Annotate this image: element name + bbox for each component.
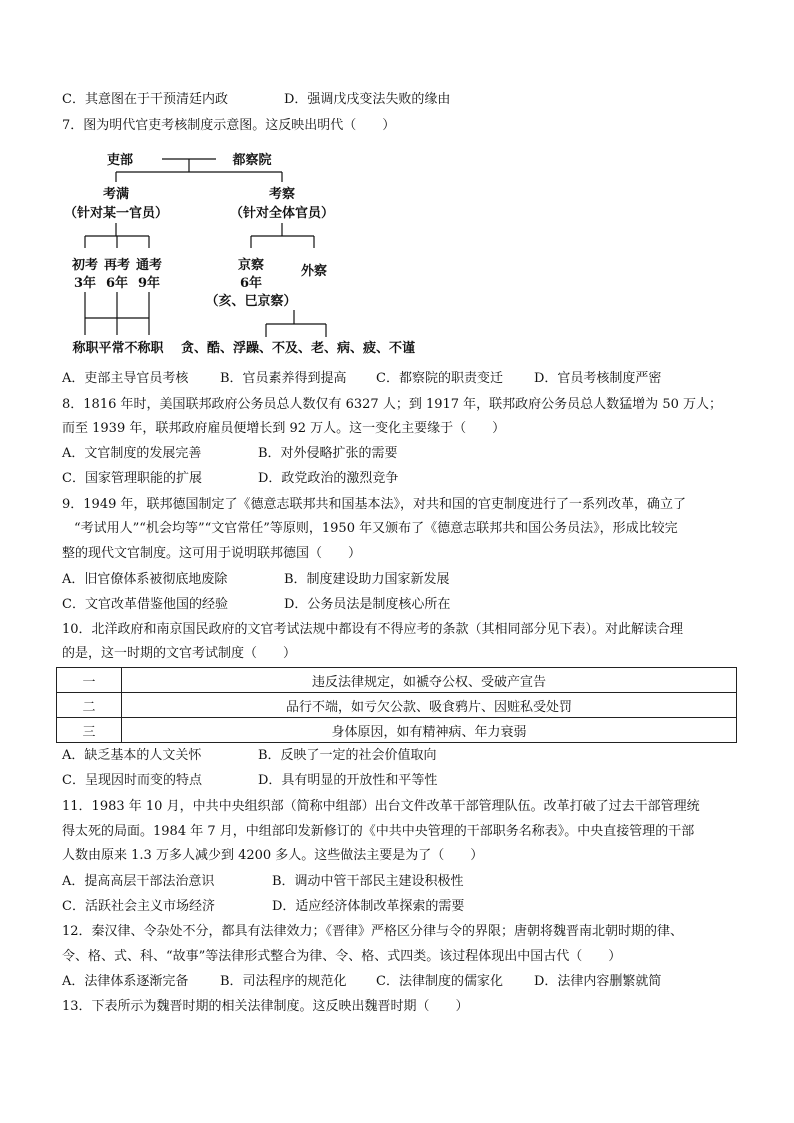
q9-option-a: A．旧官僚体系被彻底地废除 — [62, 572, 228, 587]
q12-stem-line-2: 令、格、式、科、“故事”等法律形式整合为律、令、格、式四类。该过程体现出中国古代（ ） — [62, 949, 622, 964]
q7-option-b: B．官员素养得到提高 — [220, 371, 347, 386]
diagram-tongkao-years: 9年 — [137, 276, 161, 291]
q9-option-c: C．文官改革借鉴他国的经验 — [62, 597, 228, 612]
ming-assessment-diagram — [56, 142, 416, 364]
q12-option-c: C．法律制度的儒家化 — [376, 974, 503, 989]
diagram-libu: 吏部 — [106, 153, 134, 168]
q11-stem-line-3: 人数由原来 1.3 万多人减少到 4200 多人。这些做法主要是为了（ ） — [62, 848, 484, 863]
q12-stem-line-1: 12．秦汉律、令杂处不分，都具有法律效力；《晋律》严格区分律与令的界限；唐朝将魏晋南北朝时期的律、 — [62, 924, 684, 939]
q10-option-a: A．缺乏基本的人文关怀 — [62, 748, 202, 763]
diagram-tongkao: 通考 — [135, 258, 163, 273]
diagram-jingcha: 京察 — [237, 258, 265, 273]
table-row — [57, 718, 737, 743]
table-row — [57, 668, 737, 693]
q9-option-d: D．公务员法是制度核心所在 — [284, 597, 451, 612]
q12-option-b: B．司法程序的规范化 — [220, 974, 347, 989]
q13-stem: 13．下表所示为魏晋时期的相关法律制度。这反映出魏晋时期（ ） — [62, 999, 469, 1014]
q8-stem-line-2: 而至 1939 年，联邦政府雇员便增长到 92 万人。这一变化主要缘于（ ） — [62, 421, 506, 436]
q7-option-a: A．吏部主导官员考核 — [62, 371, 189, 386]
q6-option-c: C．其意图在于干预清廷内政 — [62, 92, 228, 107]
diagram-jingcha-years: 6年 — [239, 276, 263, 291]
q10-stem-line-1: 10．北洋政府和南京国民政府的文官考试法规中都设有不得应考的条款（其相同部分见下表）。对此解读合理 — [62, 622, 684, 637]
q12-option-a: A．法律体系逐渐完备 — [62, 974, 189, 989]
table-cell-value: 违反法律规定，如褫夺公权、受破产宣告 — [122, 668, 737, 693]
q6-option-d: D．强调戊戌变法失败的缘由 — [284, 92, 451, 107]
table-row — [57, 693, 737, 718]
diagram-kaoman-note: （针对某一官员） — [63, 206, 169, 221]
table-cell-value: 身体原因，如有精神病、年力衰弱 — [122, 718, 737, 743]
q7-option-d: D．官员考核制度严密 — [534, 371, 662, 386]
q10-option-c: C．呈现因时而变的特点 — [62, 773, 202, 788]
q10-option-b: B．反映了一定的社会价值取向 — [258, 748, 437, 763]
q11-option-d: D．适应经济体制改革探索的需要 — [272, 899, 465, 914]
q10-table — [56, 667, 737, 743]
diagram-kaocha: 考察 — [268, 187, 296, 202]
q10-stem-line-2: 的是，这一时期的文官考试制度（ ） — [62, 646, 297, 661]
table-cell-key: 三 — [57, 718, 122, 743]
q11-stem-line-1: 11．1983 年 10 月，中共中央组织部（简称中组部）出台文件改革干部管理队伍。改革打破了过去干部管理统 — [62, 799, 700, 814]
diagram-chukao: 初考 — [71, 258, 99, 273]
diagram-duchayuan: 都察院 — [232, 153, 272, 168]
diagram-result-right: 贪、酷、浮躁、不及、老、病、疲、不谨 — [180, 341, 416, 356]
q11-option-c: C．活跃社会主义市场经济 — [62, 899, 215, 914]
q8-option-c: C．国家管理职能的扩展 — [62, 471, 202, 486]
q9-stem-line-1: 9．1949 年，联邦德国制定了《德意志联邦共和国基本法》，对共和国的官吏制度进行了一系列改革，确立了 — [62, 497, 686, 512]
q10-option-d: D．具有明显的开放性和平等性 — [258, 773, 438, 788]
q9-stem-line-2: “考试用人”“机会均等”“文官常任”等原则，1950 年又颁布了《德意志联邦共和国公务员法》，形成比较完 — [74, 521, 678, 536]
q8-option-a: A．文官制度的发展完善 — [62, 446, 202, 461]
diagram-zaikao-years: 6年 — [105, 276, 129, 291]
q9-option-b: B．制度建设助力国家新发展 — [284, 572, 450, 587]
table-cell-key: 一 — [57, 668, 122, 693]
q7-stem: 7．图为明代官吏考核制度示意图。这反映出明代（ ） — [62, 118, 396, 133]
q11-option-a: A．提高高层干部法治意识 — [62, 874, 215, 889]
diagram-chukao-years: 3年 — [73, 276, 97, 291]
q7-option-c: C．都察院的职责变迁 — [376, 371, 503, 386]
diagram-jingcha-note: （亥、巳京察） — [205, 294, 297, 309]
diagram-waicha: 外察 — [300, 264, 328, 279]
table-cell-key: 二 — [57, 693, 122, 718]
q12-option-d: D．法律内容删繁就简 — [534, 974, 662, 989]
q11-option-b: B．调动中管干部民主建设积极性 — [272, 874, 464, 889]
q8-option-d: D．政党政治的激烈竞争 — [258, 471, 399, 486]
q9-stem-line-3: 整的现代文官制度。这可用于说明联邦德国（ ） — [62, 546, 362, 561]
q8-stem-line-1: 8．1816 年时，美国联邦政府公务员总人数仅有 6327 人；到 1917 年，联邦政府公务员总人数猛增为 50 万人； — [62, 397, 722, 412]
q11-stem-line-2: 得太死的局面。1984 年 7 月，中组部印发新修订的《中共中央管理的干部职务名称表》。中央直接管理的干部 — [62, 824, 695, 839]
table-cell-value: 品行不端，如亏欠公款、吸食鸦片、因赃私受处罚 — [122, 693, 737, 718]
q8-option-b: B．对外侵略扩张的需要 — [258, 446, 398, 461]
diagram-kaocha-note: （针对全体官员） — [229, 206, 335, 221]
diagram-result-left: 称职平常不称职 — [72, 341, 164, 356]
diagram-zaikao: 再考 — [103, 258, 131, 273]
diagram-kaoman: 考满 — [102, 187, 130, 202]
